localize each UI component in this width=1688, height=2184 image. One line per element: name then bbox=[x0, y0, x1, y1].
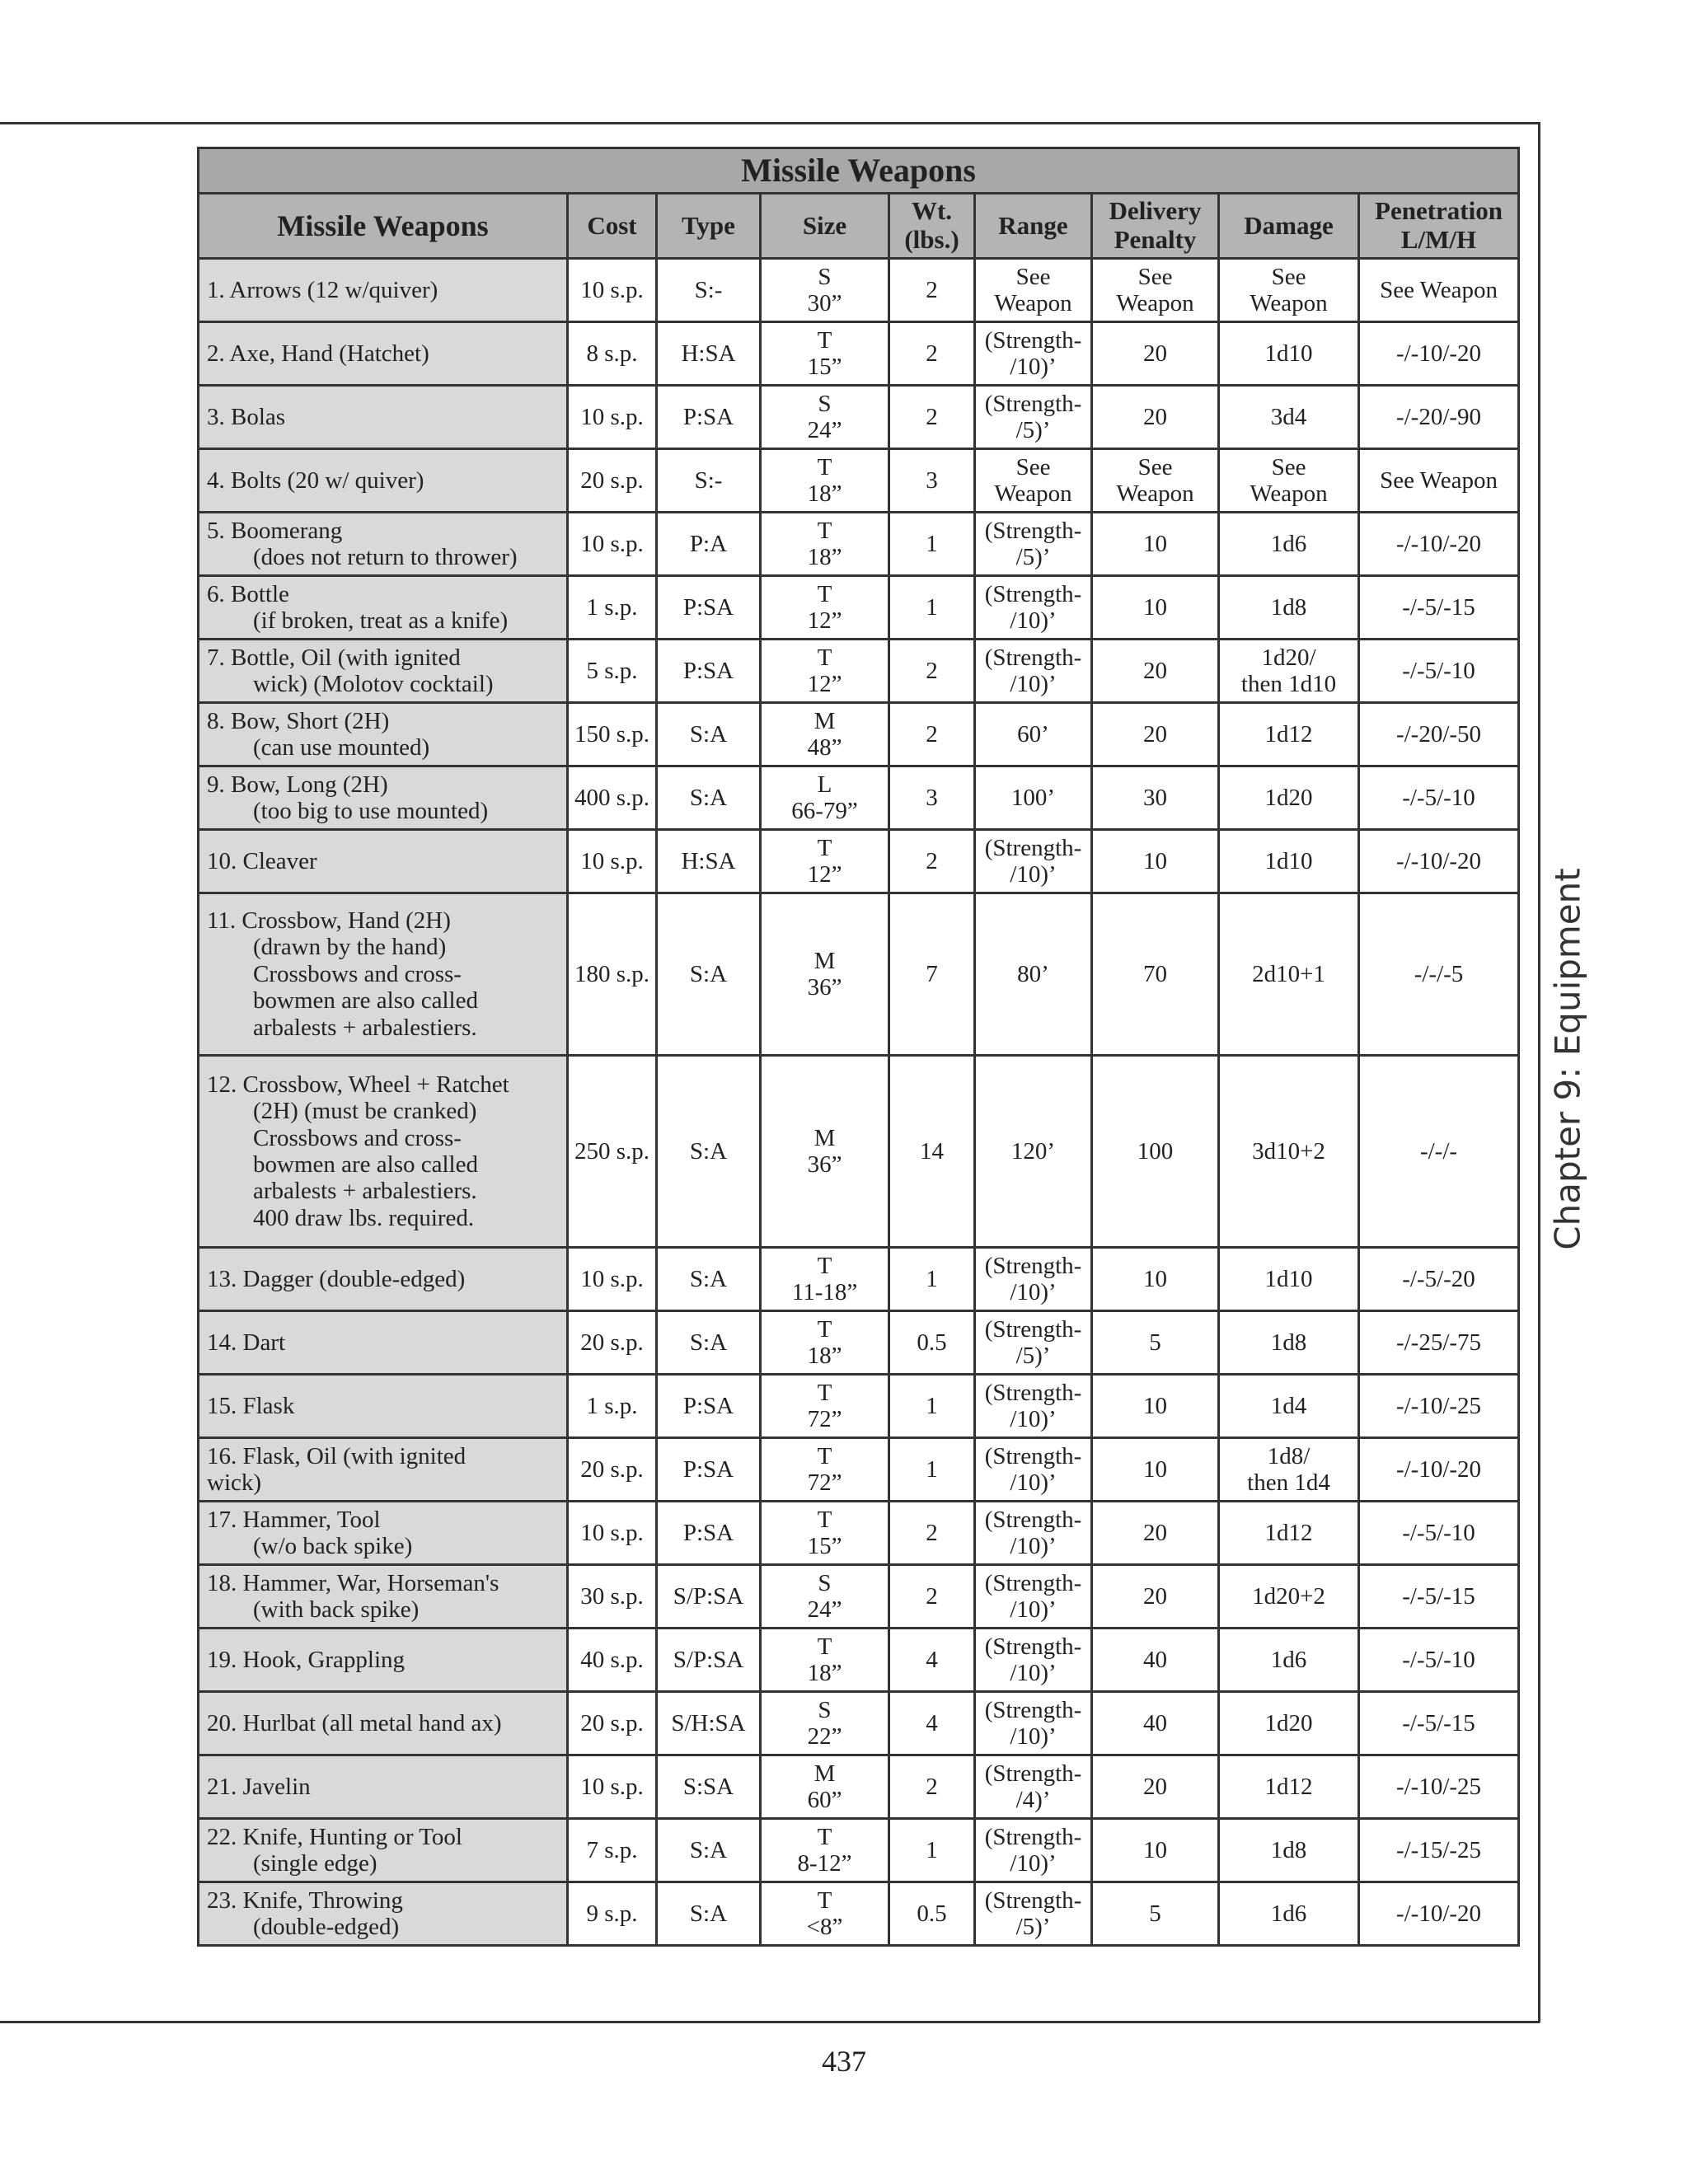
page-frame-top-rule bbox=[0, 122, 1540, 124]
cost-cell: 400 s.p. bbox=[568, 766, 657, 830]
type-cell: S:A bbox=[657, 1248, 761, 1311]
weight-cell: 1 bbox=[889, 1248, 975, 1311]
header-range: Range bbox=[975, 194, 1092, 259]
weight-cell: 14 bbox=[889, 1056, 975, 1248]
weapon-name-cell: 10. Cleaver bbox=[199, 830, 568, 893]
table-header-row bbox=[199, 194, 1519, 259]
size-cell: S 30” bbox=[761, 259, 889, 322]
cost-cell: 8 s.p. bbox=[568, 322, 657, 386]
delivery-penalty-cell: 10 bbox=[1092, 1375, 1219, 1438]
delivery-penalty-cell: 5 bbox=[1092, 1311, 1219, 1375]
weight-cell: 3 bbox=[889, 449, 975, 513]
weapon-name-cell: 17. Hammer, Tool (w/o back spike) bbox=[199, 1502, 568, 1565]
type-cell: P:SA bbox=[657, 386, 761, 449]
size-cell: T 12” bbox=[761, 640, 889, 703]
weapon-name-cell: 18. Hammer, War, Horseman's (with back spike) bbox=[199, 1565, 568, 1629]
penetration-cell: See Weapon bbox=[1359, 259, 1519, 322]
type-cell: S:A bbox=[657, 1882, 761, 1946]
delivery-penalty-cell: 10 bbox=[1092, 1248, 1219, 1311]
table-row bbox=[199, 1692, 1519, 1755]
delivery-penalty-cell: 20 bbox=[1092, 1755, 1219, 1819]
type-cell: S:A bbox=[657, 703, 761, 766]
range-cell: (Strength- /4)’ bbox=[975, 1755, 1092, 1819]
size-cell: T 12” bbox=[761, 830, 889, 893]
header-delivery-penalty: Delivery Penalty bbox=[1092, 194, 1219, 259]
damage-cell: 1d10 bbox=[1219, 1248, 1359, 1311]
type-cell: S:A bbox=[657, 893, 761, 1056]
weight-cell: 2 bbox=[889, 1565, 975, 1629]
type-cell: H:SA bbox=[657, 322, 761, 386]
penetration-cell: -/-5/-10 bbox=[1359, 640, 1519, 703]
size-cell: S 24” bbox=[761, 1565, 889, 1629]
damage-cell: 1d4 bbox=[1219, 1375, 1359, 1438]
weight-cell: 1 bbox=[889, 513, 975, 576]
cost-cell: 7 s.p. bbox=[568, 1819, 657, 1882]
weapon-name-cell: 21. Javelin bbox=[199, 1755, 568, 1819]
range-cell: (Strength- /10)’ bbox=[975, 1819, 1092, 1882]
damage-cell: 1d6 bbox=[1219, 1882, 1359, 1946]
range-cell: (Strength- /10)’ bbox=[975, 1565, 1092, 1629]
table-row bbox=[199, 259, 1519, 322]
table-row bbox=[199, 1629, 1519, 1692]
delivery-penalty-cell: See Weapon bbox=[1092, 449, 1219, 513]
delivery-penalty-cell: 10 bbox=[1092, 830, 1219, 893]
size-cell: M 36” bbox=[761, 893, 889, 1056]
penetration-cell: See Weapon bbox=[1359, 449, 1519, 513]
delivery-penalty-cell: 5 bbox=[1092, 1882, 1219, 1946]
size-cell: S 22” bbox=[761, 1692, 889, 1755]
table-title-row bbox=[199, 148, 1519, 194]
table-body bbox=[199, 259, 1519, 1946]
table-row bbox=[199, 1755, 1519, 1819]
type-cell: P:SA bbox=[657, 576, 761, 640]
table-row bbox=[199, 1311, 1519, 1375]
damage-cell: 1d6 bbox=[1219, 1629, 1359, 1692]
missile-weapons-table bbox=[197, 147, 1520, 1947]
size-cell: T 12” bbox=[761, 576, 889, 640]
size-cell: S 24” bbox=[761, 386, 889, 449]
damage-cell: 3d4 bbox=[1219, 386, 1359, 449]
size-cell: T 15” bbox=[761, 1502, 889, 1565]
delivery-penalty-cell: 10 bbox=[1092, 1819, 1219, 1882]
damage-cell: 1d20 bbox=[1219, 766, 1359, 830]
size-cell: M 36” bbox=[761, 1056, 889, 1248]
cost-cell: 40 s.p. bbox=[568, 1629, 657, 1692]
cost-cell: 10 s.p. bbox=[568, 1502, 657, 1565]
penetration-cell: -/-5/-15 bbox=[1359, 1565, 1519, 1629]
cost-cell: 150 s.p. bbox=[568, 703, 657, 766]
table-row bbox=[199, 640, 1519, 703]
weight-cell: 4 bbox=[889, 1629, 975, 1692]
type-cell: P:A bbox=[657, 513, 761, 576]
range-cell: (Strength- /10)’ bbox=[975, 1248, 1092, 1311]
cost-cell: 20 s.p. bbox=[568, 449, 657, 513]
table-row bbox=[199, 766, 1519, 830]
table-row bbox=[199, 703, 1519, 766]
penetration-cell: -/-10/-25 bbox=[1359, 1755, 1519, 1819]
weight-cell: 2 bbox=[889, 640, 975, 703]
table-row bbox=[199, 1056, 1519, 1248]
table-row bbox=[199, 1882, 1519, 1946]
penetration-cell: -/-5/-20 bbox=[1359, 1248, 1519, 1311]
delivery-penalty-cell: 10 bbox=[1092, 1438, 1219, 1502]
size-cell: T 11-18” bbox=[761, 1248, 889, 1311]
type-cell: S/H:SA bbox=[657, 1692, 761, 1755]
size-cell: M 60” bbox=[761, 1755, 889, 1819]
type-cell: S:A bbox=[657, 1311, 761, 1375]
table-row bbox=[199, 1819, 1519, 1882]
table-row bbox=[199, 893, 1519, 1056]
weapon-name-cell: 14. Dart bbox=[199, 1311, 568, 1375]
weapon-name-cell: 20. Hurlbat (all metal hand ax) bbox=[199, 1692, 568, 1755]
weapon-name-cell: 8. Bow, Short (2H) (can use mounted) bbox=[199, 703, 568, 766]
cost-cell: 9 s.p. bbox=[568, 1882, 657, 1946]
range-cell: (Strength- /10)’ bbox=[975, 1502, 1092, 1565]
penetration-cell: -/-25/-75 bbox=[1359, 1311, 1519, 1375]
cost-cell: 20 s.p. bbox=[568, 1692, 657, 1755]
damage-cell: 2d10+1 bbox=[1219, 893, 1359, 1056]
header-cost: Cost bbox=[568, 194, 657, 259]
type-cell: S:- bbox=[657, 259, 761, 322]
damage-cell: 1d8 bbox=[1219, 576, 1359, 640]
damage-cell: 1d8 bbox=[1219, 1819, 1359, 1882]
weapon-name-cell: 9. Bow, Long (2H) (too big to use mounted) bbox=[199, 766, 568, 830]
header-weight: Wt. (lbs.) bbox=[889, 194, 975, 259]
penetration-cell: -/-10/-20 bbox=[1359, 1438, 1519, 1502]
weight-cell: 2 bbox=[889, 1502, 975, 1565]
type-cell: S:- bbox=[657, 449, 761, 513]
damage-cell: 3d10+2 bbox=[1219, 1056, 1359, 1248]
range-cell: (Strength- /5)’ bbox=[975, 386, 1092, 449]
weapon-name-cell: 23. Knife, Throwing (double-edged) bbox=[199, 1882, 568, 1946]
weapon-name-cell: 11. Crossbow, Hand (2H) (drawn by the hand) Crossbows and cross- bowmen are also called arbalests + arbalestiers. bbox=[199, 893, 568, 1056]
table-row bbox=[199, 386, 1519, 449]
weight-cell: 2 bbox=[889, 386, 975, 449]
table-row bbox=[199, 1375, 1519, 1438]
cost-cell: 10 s.p. bbox=[568, 259, 657, 322]
range-cell: (Strength- /10)’ bbox=[975, 576, 1092, 640]
type-cell: P:SA bbox=[657, 1438, 761, 1502]
delivery-penalty-cell: See Weapon bbox=[1092, 259, 1219, 322]
size-cell: T <8” bbox=[761, 1882, 889, 1946]
weight-cell: 4 bbox=[889, 1692, 975, 1755]
header-size: Size bbox=[761, 194, 889, 259]
size-cell: T 8-12” bbox=[761, 1819, 889, 1882]
type-cell: S:A bbox=[657, 1819, 761, 1882]
delivery-penalty-cell: 10 bbox=[1092, 576, 1219, 640]
weapon-name-cell: 4. Bolts (20 w/ quiver) bbox=[199, 449, 568, 513]
size-cell: T 18” bbox=[761, 513, 889, 576]
penetration-cell: -/-/-5 bbox=[1359, 893, 1519, 1056]
type-cell: H:SA bbox=[657, 830, 761, 893]
weapon-name-cell: 16. Flask, Oil (with ignited wick) bbox=[199, 1438, 568, 1502]
type-cell: P:SA bbox=[657, 1375, 761, 1438]
cost-cell: 10 s.p. bbox=[568, 513, 657, 576]
penetration-cell: -/-5/-10 bbox=[1359, 766, 1519, 830]
weight-cell: 2 bbox=[889, 1755, 975, 1819]
range-cell: 120’ bbox=[975, 1056, 1092, 1248]
table-row bbox=[199, 576, 1519, 640]
size-cell: T 18” bbox=[761, 449, 889, 513]
weapon-name-cell: 6. Bottle (if broken, treat as a knife) bbox=[199, 576, 568, 640]
cost-cell: 20 s.p. bbox=[568, 1311, 657, 1375]
weight-cell: 2 bbox=[889, 322, 975, 386]
range-cell: (Strength- /10)’ bbox=[975, 1692, 1092, 1755]
cost-cell: 10 s.p. bbox=[568, 1248, 657, 1311]
damage-cell: 1d10 bbox=[1219, 830, 1359, 893]
type-cell: S:A bbox=[657, 1056, 761, 1248]
penetration-cell: -/-10/-20 bbox=[1359, 513, 1519, 576]
penetration-cell: -/-20/-90 bbox=[1359, 386, 1519, 449]
type-cell: P:SA bbox=[657, 640, 761, 703]
penetration-cell: -/-/- bbox=[1359, 1056, 1519, 1248]
size-cell: T 18” bbox=[761, 1629, 889, 1692]
page-frame-bottom-rule bbox=[0, 2021, 1540, 2023]
damage-cell: 1d20 bbox=[1219, 1692, 1359, 1755]
header-missile-weapons: Missile Weapons bbox=[199, 194, 568, 259]
weight-cell: 1 bbox=[889, 1438, 975, 1502]
table-row bbox=[199, 513, 1519, 576]
damage-cell: See Weapon bbox=[1219, 449, 1359, 513]
weapon-name-cell: 3. Bolas bbox=[199, 386, 568, 449]
size-cell: T 72” bbox=[761, 1375, 889, 1438]
damage-cell: 1d12 bbox=[1219, 703, 1359, 766]
header-penetration: Penetration L/M/H bbox=[1359, 194, 1519, 259]
cost-cell: 30 s.p. bbox=[568, 1565, 657, 1629]
weight-cell: 7 bbox=[889, 893, 975, 1056]
size-cell: T 15” bbox=[761, 322, 889, 386]
header-damage: Damage bbox=[1219, 194, 1359, 259]
penetration-cell: -/-10/-20 bbox=[1359, 322, 1519, 386]
weapon-name-cell: 12. Crossbow, Wheel + Ratchet (2H) (must be cranked) Crossbows and cross- bowmen are also called arbalests + arbalestiers. 400 draw lbs. required. bbox=[199, 1056, 568, 1248]
weapon-name-cell: 15. Flask bbox=[199, 1375, 568, 1438]
range-cell: (Strength- /10)’ bbox=[975, 1438, 1092, 1502]
weapon-name-cell: 22. Knife, Hunting or Tool (single edge) bbox=[199, 1819, 568, 1882]
weight-cell: 1 bbox=[889, 1375, 975, 1438]
weapon-name-cell: 1. Arrows (12 w/quiver) bbox=[199, 259, 568, 322]
penetration-cell: -/-5/-15 bbox=[1359, 1692, 1519, 1755]
range-cell: See Weapon bbox=[975, 259, 1092, 322]
cost-cell: 10 s.p. bbox=[568, 386, 657, 449]
penetration-cell: -/-5/-15 bbox=[1359, 576, 1519, 640]
range-cell: (Strength- /5)’ bbox=[975, 1882, 1092, 1946]
range-cell: 60’ bbox=[975, 703, 1092, 766]
delivery-penalty-cell: 30 bbox=[1092, 766, 1219, 830]
page-frame-right-rule bbox=[1538, 122, 1540, 2022]
table-row bbox=[199, 449, 1519, 513]
delivery-penalty-cell: 20 bbox=[1092, 322, 1219, 386]
page-number: 437 bbox=[822, 2045, 866, 2078]
weight-cell: 2 bbox=[889, 830, 975, 893]
delivery-penalty-cell: 20 bbox=[1092, 703, 1219, 766]
range-cell: (Strength- /5)’ bbox=[975, 1311, 1092, 1375]
header-type: Type bbox=[657, 194, 761, 259]
range-cell: (Strength- /5)’ bbox=[975, 513, 1092, 576]
cost-cell: 10 s.p. bbox=[568, 1755, 657, 1819]
weight-cell: 2 bbox=[889, 703, 975, 766]
table-row bbox=[199, 322, 1519, 386]
delivery-penalty-cell: 20 bbox=[1092, 1502, 1219, 1565]
weapon-name-cell: 7. Bottle, Oil (with ignited wick) (Molotov cocktail) bbox=[199, 640, 568, 703]
type-cell: S:A bbox=[657, 766, 761, 830]
weight-cell: 3 bbox=[889, 766, 975, 830]
type-cell: P:SA bbox=[657, 1502, 761, 1565]
cost-cell: 1 s.p. bbox=[568, 1375, 657, 1438]
weapon-name-cell: 13. Dagger (double-edged) bbox=[199, 1248, 568, 1311]
delivery-penalty-cell: 20 bbox=[1092, 386, 1219, 449]
range-cell: (Strength- /10)’ bbox=[975, 322, 1092, 386]
range-cell: (Strength- /10)’ bbox=[975, 640, 1092, 703]
size-cell: T 72” bbox=[761, 1438, 889, 1502]
damage-cell: 1d12 bbox=[1219, 1755, 1359, 1819]
delivery-penalty-cell: 100 bbox=[1092, 1056, 1219, 1248]
size-cell: L 66-79” bbox=[761, 766, 889, 830]
table-row bbox=[199, 1565, 1519, 1629]
weight-cell: 0.5 bbox=[889, 1311, 975, 1375]
delivery-penalty-cell: 40 bbox=[1092, 1692, 1219, 1755]
range-cell: (Strength- /10)’ bbox=[975, 1375, 1092, 1438]
cost-cell: 1 s.p. bbox=[568, 576, 657, 640]
type-cell: S/P:SA bbox=[657, 1565, 761, 1629]
penetration-cell: -/-10/-20 bbox=[1359, 830, 1519, 893]
damage-cell: 1d8 bbox=[1219, 1311, 1359, 1375]
table-row bbox=[199, 1248, 1519, 1311]
delivery-penalty-cell: 40 bbox=[1092, 1629, 1219, 1692]
size-cell: T 18” bbox=[761, 1311, 889, 1375]
cost-cell: 20 s.p. bbox=[568, 1438, 657, 1502]
range-cell: 100’ bbox=[975, 766, 1092, 830]
penetration-cell: -/-10/-20 bbox=[1359, 1882, 1519, 1946]
range-cell: See Weapon bbox=[975, 449, 1092, 513]
delivery-penalty-cell: 20 bbox=[1092, 1565, 1219, 1629]
delivery-penalty-cell: 10 bbox=[1092, 513, 1219, 576]
chapter-side-label: Chapter 9: Equipment bbox=[1547, 868, 1588, 1250]
range-cell: (Strength- /10)’ bbox=[975, 1629, 1092, 1692]
damage-cell: 1d20+2 bbox=[1219, 1565, 1359, 1629]
damage-cell: 1d12 bbox=[1219, 1502, 1359, 1565]
delivery-penalty-cell: 20 bbox=[1092, 640, 1219, 703]
weapon-name-cell: 2. Axe, Hand (Hatchet) bbox=[199, 322, 568, 386]
table-title: Missile Weapons bbox=[199, 148, 1519, 194]
cost-cell: 10 s.p. bbox=[568, 830, 657, 893]
delivery-penalty-cell: 70 bbox=[1092, 893, 1219, 1056]
penetration-cell: -/-10/-25 bbox=[1359, 1375, 1519, 1438]
table-row bbox=[199, 830, 1519, 893]
damage-cell: See Weapon bbox=[1219, 259, 1359, 322]
penetration-cell: -/-5/-10 bbox=[1359, 1629, 1519, 1692]
size-cell: M 48” bbox=[761, 703, 889, 766]
weapon-name-cell: 5. Boomerang (does not return to thrower) bbox=[199, 513, 568, 576]
damage-cell: 1d8/ then 1d4 bbox=[1219, 1438, 1359, 1502]
weight-cell: 0.5 bbox=[889, 1882, 975, 1946]
penetration-cell: -/-15/-25 bbox=[1359, 1819, 1519, 1882]
range-cell: 80’ bbox=[975, 893, 1092, 1056]
range-cell: (Strength- /10)’ bbox=[975, 830, 1092, 893]
cost-cell: 180 s.p. bbox=[568, 893, 657, 1056]
cost-cell: 250 s.p. bbox=[568, 1056, 657, 1248]
damage-cell: 1d20/ then 1d10 bbox=[1219, 640, 1359, 703]
weight-cell: 1 bbox=[889, 576, 975, 640]
weight-cell: 2 bbox=[889, 259, 975, 322]
penetration-cell: -/-20/-50 bbox=[1359, 703, 1519, 766]
type-cell: S:SA bbox=[657, 1755, 761, 1819]
weapon-name-cell: 19. Hook, Grappling bbox=[199, 1629, 568, 1692]
type-cell: S/P:SA bbox=[657, 1629, 761, 1692]
cost-cell: 5 s.p. bbox=[568, 640, 657, 703]
table-row bbox=[199, 1438, 1519, 1502]
weight-cell: 1 bbox=[889, 1819, 975, 1882]
penetration-cell: -/-5/-10 bbox=[1359, 1502, 1519, 1565]
damage-cell: 1d10 bbox=[1219, 322, 1359, 386]
table-row bbox=[199, 1502, 1519, 1565]
damage-cell: 1d6 bbox=[1219, 513, 1359, 576]
